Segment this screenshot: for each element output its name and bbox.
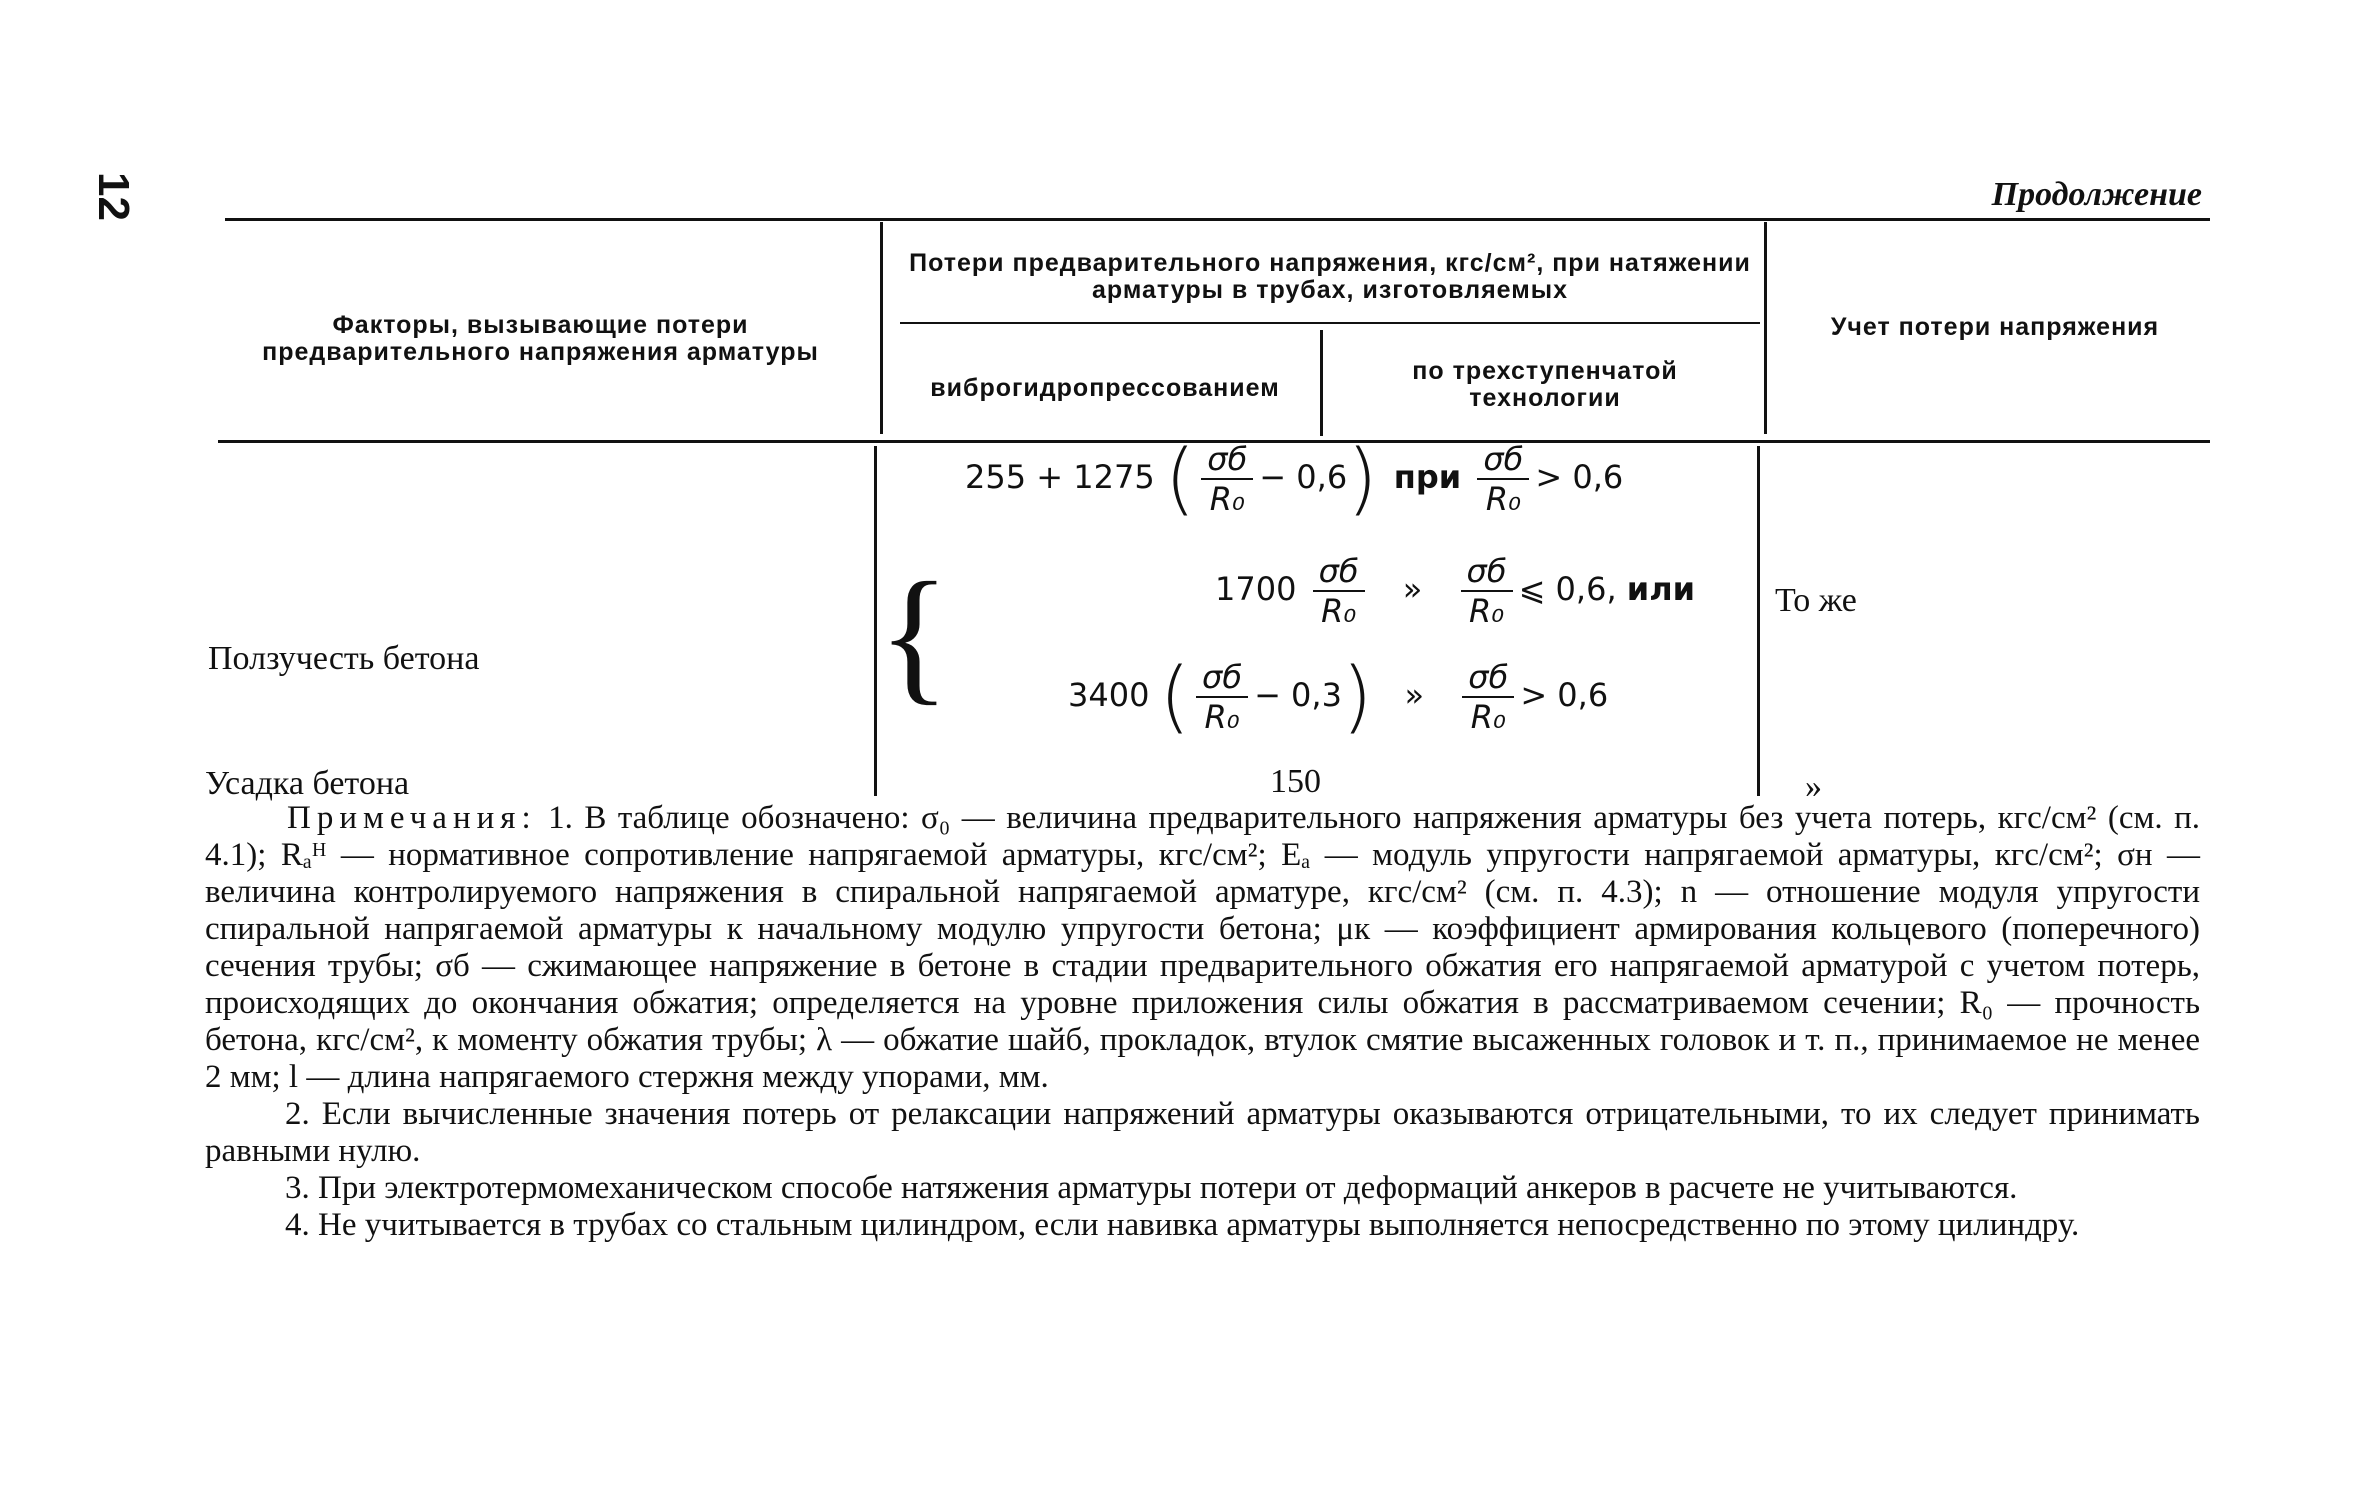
row-shrinkage-factor: Усадка бетона bbox=[205, 765, 410, 802]
header-factors: Факторы, вызывающие потери предварительного напряжения арматуры bbox=[262, 311, 819, 366]
formula3-term: 3400 bbox=[1068, 676, 1150, 714]
row-shrinkage-value: 150 bbox=[1270, 763, 1321, 800]
fraction-sigma-r0: $\frac{\sigma б}{\text{R₀}}$ bbox=[1313, 552, 1365, 630]
column-divider-1 bbox=[880, 222, 883, 434]
formula-creep-2 bbox=[1215, 552, 1695, 630]
header-three-stage: по трехступенчатой технологии bbox=[1412, 357, 1678, 412]
column-divider-3 bbox=[1764, 222, 1767, 434]
header-vibro: виброгидропрессованием bbox=[930, 374, 1280, 402]
paren-close: ) bbox=[1341, 652, 1373, 742]
note-1 bbox=[205, 800, 2200, 1096]
row-shrinkage-account: » bbox=[1805, 768, 1822, 805]
note-2: 2. Если вычисленные значения потерь от релаксации напряжений арматуры оказываются отрицательными, то их следует принимать равными нулю. bbox=[205, 1096, 2200, 1169]
formula1-pri: при bbox=[1393, 458, 1462, 496]
column-divider-3-body bbox=[1757, 446, 1760, 796]
fraction-sigma-r0: $\frac{\sigma б}{\text{R₀}}$ bbox=[1461, 552, 1513, 630]
table-top-rule bbox=[225, 218, 2210, 221]
formula3-ditto: » bbox=[1404, 676, 1425, 714]
formula1-term: 255 + 1275 bbox=[965, 458, 1155, 496]
fraction-sigma-r0: $\frac{\sigma б}{\text{R₀}}$ bbox=[1462, 658, 1514, 736]
continuation-label: Продолжение bbox=[1991, 176, 2202, 213]
formula2-term: 1700 bbox=[1215, 570, 1297, 608]
column-divider-2 bbox=[1320, 330, 1323, 436]
formula3-cond: > 0,6 bbox=[1520, 676, 1609, 714]
header-account: Учет потери напряжения bbox=[1830, 313, 2160, 341]
formula-creep-1 bbox=[965, 434, 1624, 524]
paren-open: ( bbox=[1164, 434, 1196, 524]
formula2-cond: ⩽ 0,6, bbox=[1518, 570, 1617, 608]
fraction-sigma-r0: $\frac{\sigma б}{\text{R₀}}$ bbox=[1201, 440, 1253, 518]
fraction-sigma-r0: $\frac{\sigma б}{\text{R₀}}$ bbox=[1196, 658, 1248, 736]
column-divider-1-body bbox=[874, 446, 877, 796]
notes-label: Примечания: bbox=[287, 800, 537, 836]
formula1-minus: − 0,6 bbox=[1259, 458, 1348, 496]
header-losses: Потери предварительного напряжения, кгс/см², при натяжении арматуры в трубах, изготовляемых bbox=[909, 249, 1751, 304]
paren-close: ) bbox=[1347, 434, 1378, 524]
note-4: 4. Не учитывается в трубах со стальным цилиндром, если навивка арматуры выполняется непосредственно по этому цилиндру. bbox=[285, 1207, 2080, 1243]
paren-open: ( bbox=[1159, 652, 1191, 742]
note-1-text: 1. В таблице обозначено: σ₀ — величина предварительного напряжения арматуры без учета потерь, кгс/см² (см. п. 4.1); Rₐᴴ — нормативное сопротивление напрягаемой арматуры, кгс/см²; Eₐ — модуль упругости напрягаемой арматуры, кгс/см²; σн — величина контролируемого напряжения в спиральной напрягаемой арматуре, кгс/см² (см. п. 4.3); n — отношение модуля упругости спиральной напрягаемой арматуры к начальному модулю упругости бетона; μк — коэффициент армирования кольцевого (поперечного) сечения трубы; σб — сжимающее напряжение в бетоне в стадии предварительного обжатия его напрягаемой арматурой с учетом потерь, происходящих до окончания обжатия; определяется на уровне приложения силы обжатия в рассматриваемом сечении; R₀ — прочность бетона, кгс/см², к моменту обжатия трубы; λ — обжатие шайб, прокладок, втулок смятие высаженных головок и т. п., принимаемое не менее 2 мм; l — длина напрягаемого стержня между упорами, мм. bbox=[205, 800, 2201, 1095]
formula1-cond: > 0,6 bbox=[1535, 458, 1624, 496]
note-3: 3. При электротермомеханическом способе натяжения арматуры потери от деформаций анкеров в расчете не учитываются. bbox=[285, 1170, 2018, 1206]
formula2-ditto: » bbox=[1402, 570, 1423, 608]
formula2-or: или bbox=[1626, 570, 1696, 608]
formula3-minus: − 0,3 bbox=[1254, 676, 1342, 714]
page-number: 12 bbox=[89, 172, 138, 221]
row-creep-account: То же bbox=[1775, 582, 1857, 619]
fraction-sigma-r0: $\frac{\sigma б}{\text{R₀}}$ bbox=[1477, 440, 1529, 518]
formula-creep-3 bbox=[1068, 652, 1609, 742]
brace-icon: { bbox=[878, 552, 950, 718]
notes bbox=[205, 800, 2200, 1244]
losses-subheader-rule bbox=[900, 322, 1760, 324]
row-creep-factor: Ползучесть бетона bbox=[208, 640, 480, 677]
